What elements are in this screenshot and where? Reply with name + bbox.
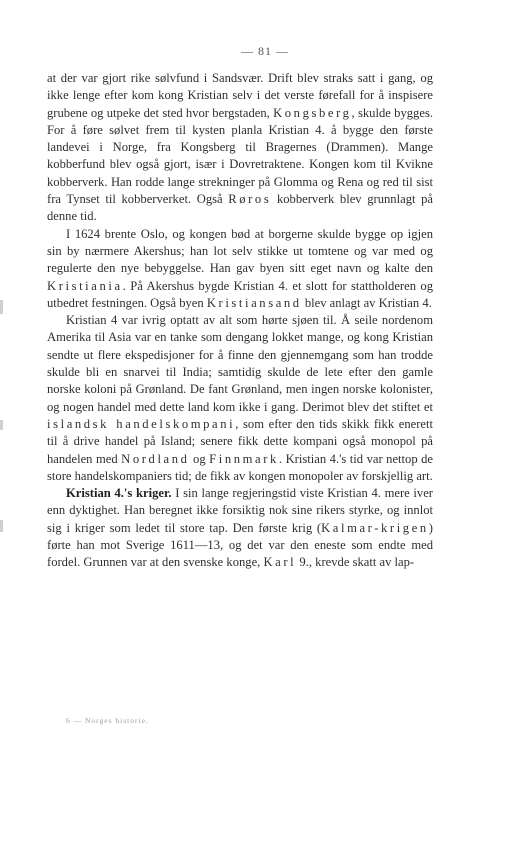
body-text	[47, 70, 433, 572]
spaced-emphasis: Nordland	[121, 451, 190, 466]
scan-edge-mark	[0, 520, 3, 532]
scan-edge-mark	[0, 300, 3, 314]
spaced-emphasis: Karl	[263, 555, 297, 570]
text-run: blev anlagt av Kristian 4.	[301, 295, 432, 310]
text-run: 9., krevde skatt av lap-	[296, 555, 415, 570]
text-run: , skulde bygges. For å føre sølvet frem til kysten planla Kristian 4. å bygge den første landevei i Norge, fra Kongsberg til Bragernes (Drammen). Mange kobberfund blev også gjort, især i Dovretraktene. Kongen kom til Kvikne kobberverk. Han rodde lange strekninger på Glomma og Rena og red til sist fra Tynset til kobberverket. Også	[47, 105, 433, 207]
spaced-emphasis: Røros	[228, 192, 272, 207]
spaced-emphasis: Kristiania	[47, 278, 123, 293]
scan-edge-mark	[0, 420, 3, 430]
footer-signature: 6 — Norges historie.	[66, 716, 149, 725]
paragraph	[47, 70, 433, 226]
text-run: kobberverk blev grunnlagt på denne tid.	[47, 192, 434, 224]
text-run: , som efter den tids skikk fikk enerett til å drive handel på Island; senere fikk dette kompani også monopol på handelen med	[47, 416, 433, 466]
paragraph	[47, 226, 433, 312]
text-run: ) førte han mot Sverige 1611—13, og det var den eneste som endte med fordel. Grunnen var at den svenske konge,	[47, 520, 433, 570]
text-run: . Kristian 4.'s tid var nettop de store handelskompaniers tid; de fikk av kongen monopoler av forskjellig art.	[47, 451, 434, 483]
text-run: og	[189, 451, 210, 466]
text-run: Kristian 4 var ivrig optatt av alt som hørte sjøen til. Å seile nordenom Amerika til Asia var en tanke som dengang lokket mange, og kong Kristian sendte ut flere ekspedisjoner for å finne den gjennemgang som han trodde skulde bli en snarvei til India; samtidig skulde de lete efter den gamle norske koloni på Grønland. De fant Grønland, men ingen norske kolonister, og nogen handel med dette land kom ikke i gang. Derimot blev det stiftet et	[47, 313, 433, 414]
page-number: — 81 —	[241, 44, 289, 58]
text-run: I 1624 brente Oslo, og kongen bød at borgerne skulde bygge op igjen sin by nærmere Akershus; han lot selv stikke ut tomtene og var med og regulerte den nye bebyggelse. Han gav byen sitt eget navn og kalte den	[47, 226, 433, 276]
spaced-emphasis: islandsk handelskompani	[47, 416, 236, 431]
spaced-emphasis: Kristiansand	[206, 295, 302, 310]
spaced-emphasis: Finnmark	[209, 451, 279, 466]
text-run: . På Akershus bygde Kristian 4. et slott for stattholderen og utbedret festningen. Også byen	[47, 278, 433, 310]
paragraph	[47, 485, 433, 571]
text-run: at der var gjort rike sølvfund i Sandsvær. Drift blev straks satt i gang, og ikke lenge efter kom kong Kristian selv i det verste førefall for å inspisere grubene og utpeke det sted hvor bergstaden,	[47, 71, 433, 120]
paragraph	[47, 312, 433, 485]
spaced-emphasis: Kongsberg	[273, 105, 352, 120]
text-run: I sin lange regjeringstid viste Kristian 4. mere iver enn dyktighet. Han beregnet ikke forsiktig nok sine rikers styrke, og innlot sig i kriger som ledet til store tap. Den første krig (	[47, 486, 434, 535]
section-heading: Kristian 4.'s kriger.	[66, 486, 172, 501]
spaced-emphasis: Kalmar-krigen	[321, 520, 429, 535]
